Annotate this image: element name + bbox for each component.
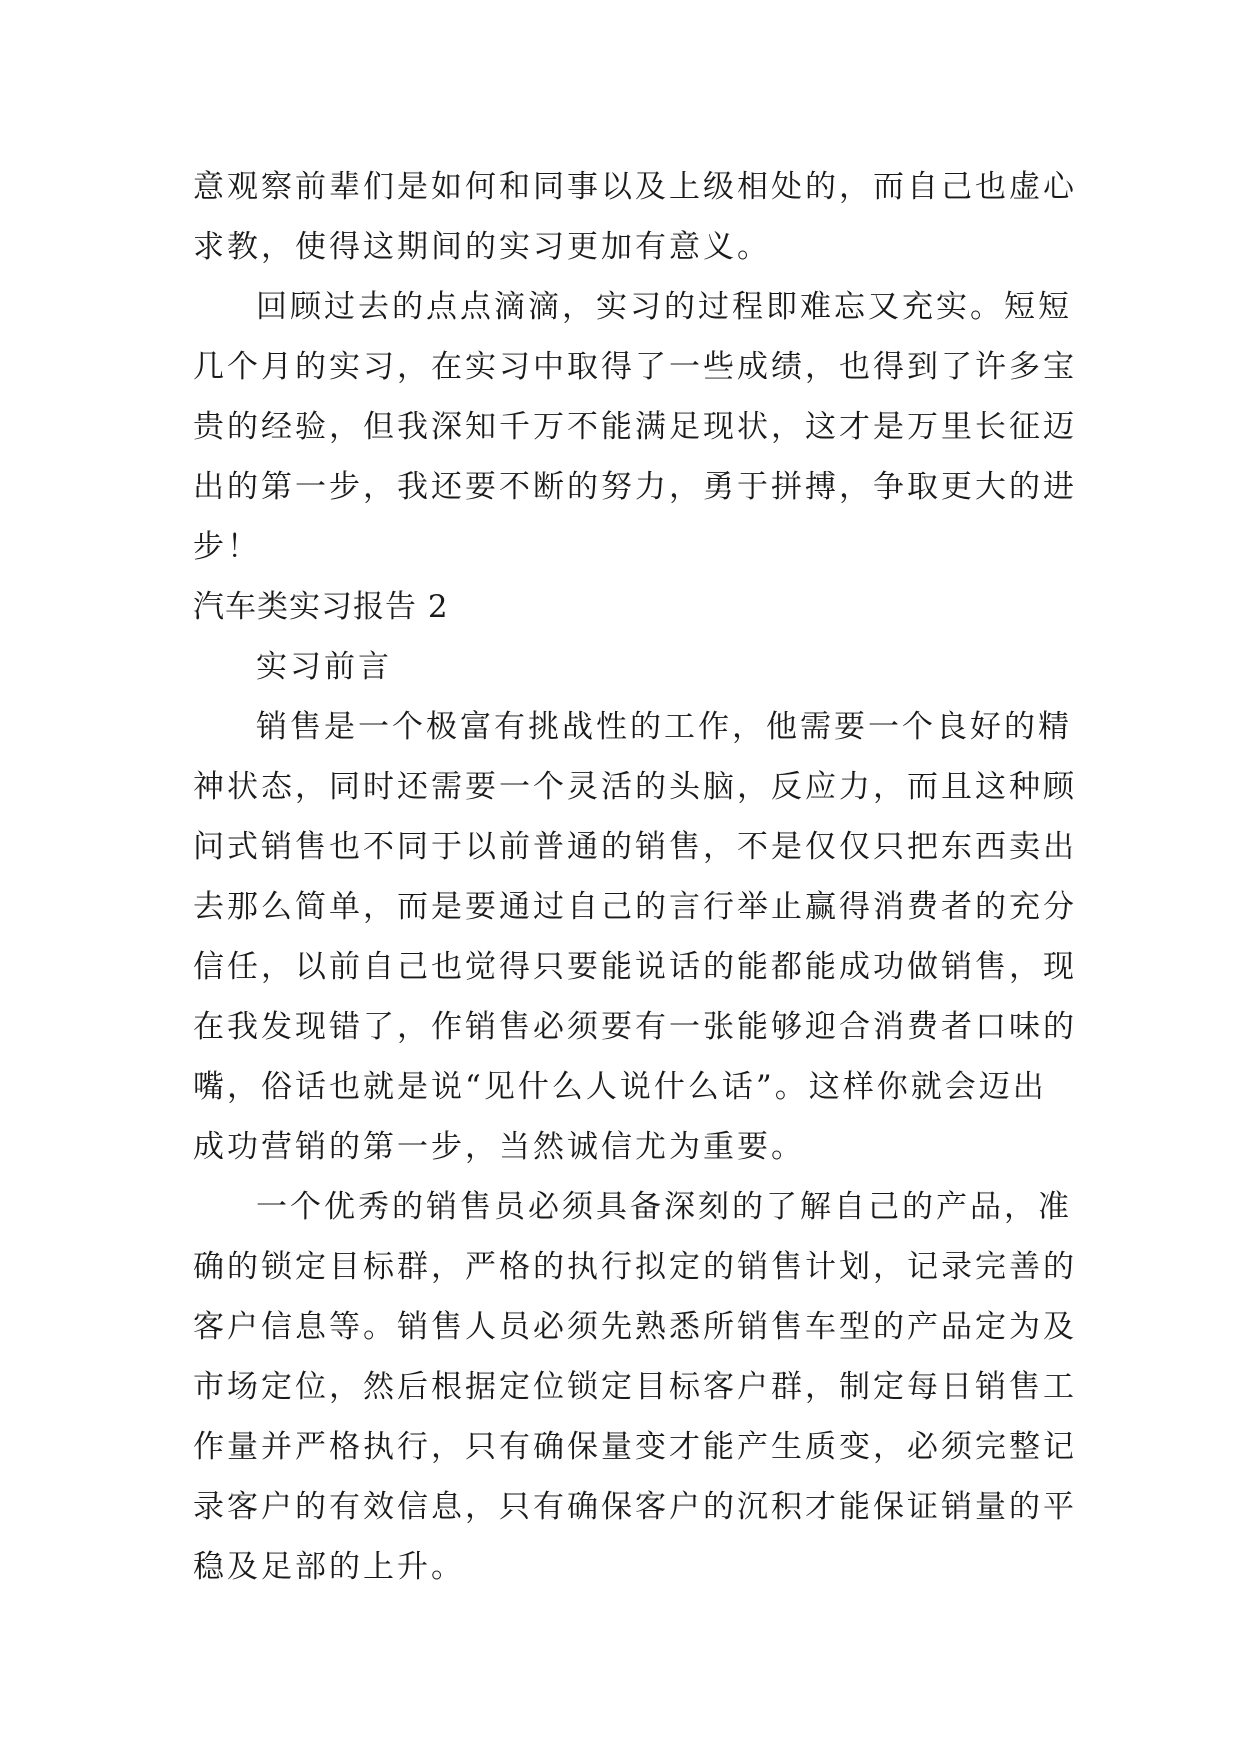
text-line: 确的锁定目标群，严格的执行拟定的销售计划，记录完善的 <box>193 1249 1077 1285</box>
text-line: 去那么简单，而是要通过自己的言行举止赢得消费者的充分 <box>193 889 1077 925</box>
text-line: 作量并严格执行，只有确保量变才能产生质变，必须完整记 <box>193 1429 1077 1465</box>
text-line: 嘴，俗话也就是说“见什么人说什么话”。这样你就会迈出 <box>193 1069 1047 1105</box>
paragraph-review <box>193 277 1077 577</box>
paragraph-salesperson <box>193 1177 1077 1597</box>
text-line: 市场定位，然后根据定位锁定目标客户群，制定每日销售工 <box>193 1369 1077 1405</box>
text-line: 几个月的实习，在实习中取得了一些成绩，也得到了许多宝 <box>193 349 1077 385</box>
document-body <box>193 157 1077 1597</box>
paragraph-sales-intro <box>193 697 1077 1177</box>
text-line: 信任，以前自己也觉得只要能说话的能都能成功做销售，现 <box>193 949 1077 985</box>
section-heading: 汽车类实习报告 2 <box>193 589 449 625</box>
text-line: 神状态，同时还需要一个灵活的头脑，反应力，而且这种顾 <box>193 769 1077 805</box>
paragraph-continuation <box>193 157 1077 277</box>
text-line: 意观察前辈们是如何和同事以及上级相处的，而自己也虚心 <box>193 169 1077 205</box>
text-line: 贵的经验，但我深知千万不能满足现状，这才是万里长征迈 <box>193 409 1077 445</box>
text-line: 步！ <box>193 529 261 565</box>
text-line: 客户信息等。销售人员必须先熟悉所销售车型的产品定为及 <box>193 1309 1077 1345</box>
text-line: 一个优秀的销售员必须具备深刻的了解自己的产品，准 <box>256 1189 1072 1225</box>
text-line: 成功营销的第一步，当然诚信尤为重要。 <box>193 1129 805 1165</box>
text-line: 录客户的有效信息，只有确保客户的沉积才能保证销量的平 <box>193 1489 1077 1525</box>
subheading: 实习前言 <box>256 649 392 685</box>
text-line: 回顾过去的点点滴滴，实习的过程即难忘又充实。短短 <box>256 289 1072 325</box>
text-line: 求教，使得这期间的实习更加有意义。 <box>193 229 771 265</box>
text-line: 销售是一个极富有挑战性的工作，他需要一个良好的精 <box>256 709 1072 745</box>
text-line: 问式销售也不同于以前普通的销售，不是仅仅只把东西卖出 <box>193 829 1077 865</box>
text-line: 稳及足部的上升。 <box>193 1549 465 1585</box>
text-line: 在我发现错了，作销售必须要有一张能够迎合消费者口味的 <box>193 1009 1077 1045</box>
text-line: 出的第一步，我还要不断的努力，勇于拼搏，争取更大的进 <box>193 469 1077 505</box>
